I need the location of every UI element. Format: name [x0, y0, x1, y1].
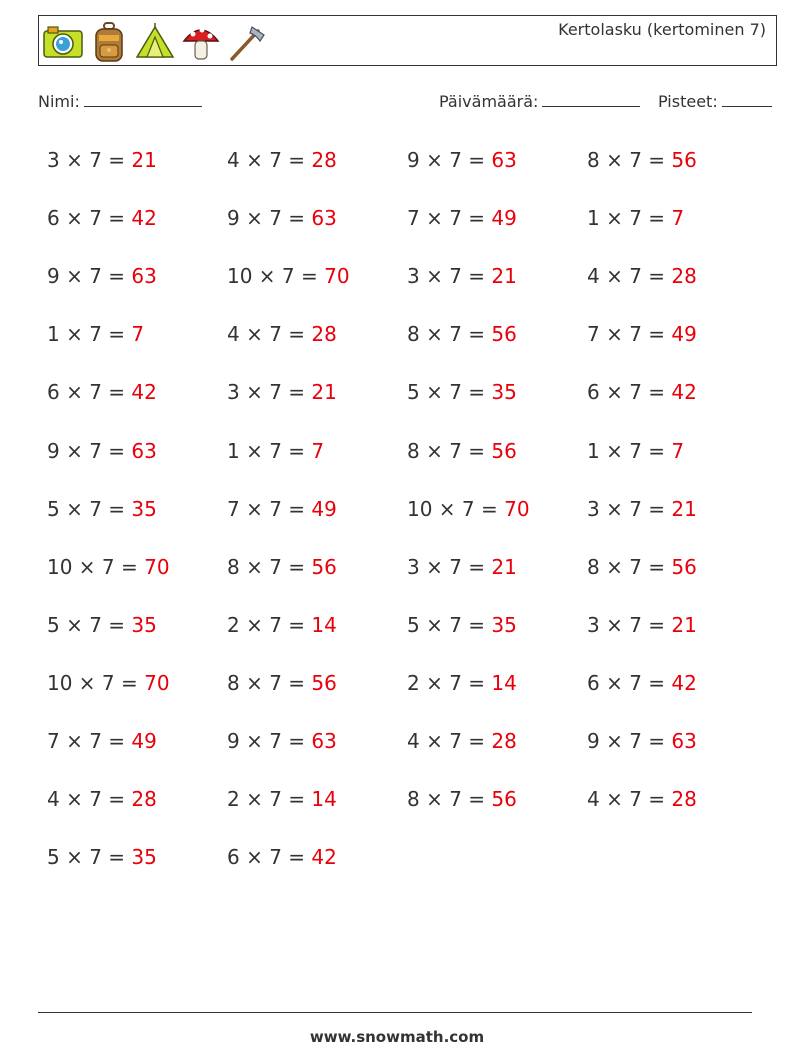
problem-answer: 70	[324, 264, 350, 288]
camera-icon	[42, 21, 84, 63]
problem-answer: 49	[671, 322, 697, 346]
name-blank	[84, 92, 202, 107]
problem-answer: 14	[311, 613, 337, 637]
tent-icon	[134, 21, 176, 63]
problem-item	[47, 206, 157, 230]
date-field	[439, 92, 640, 111]
problem-item	[407, 555, 517, 579]
problem-question: 9 × 7 =	[407, 148, 486, 172]
problem-item	[587, 206, 684, 230]
problem-answer: 35	[131, 497, 157, 521]
problem-question: 10 × 7 =	[47, 671, 138, 695]
problem-answer: 70	[144, 671, 170, 695]
problem-answer: 56	[311, 555, 337, 579]
problem-item	[227, 845, 337, 869]
date-blank	[542, 92, 640, 107]
problem-item	[227, 613, 337, 637]
backpack-icon	[88, 21, 130, 63]
problem-item	[587, 671, 697, 695]
problem-question: 8 × 7 =	[587, 555, 666, 579]
problem-item	[407, 497, 530, 521]
worksheet-header	[38, 15, 777, 66]
problem-question: 6 × 7 =	[587, 380, 666, 404]
problem-item	[587, 148, 697, 172]
problem-question: 3 × 7 =	[227, 380, 306, 404]
problem-item	[407, 613, 517, 637]
problem-item	[47, 439, 157, 463]
problem-answer: 35	[491, 613, 517, 637]
date-label: Päivämäärä:	[439, 92, 539, 111]
problem-question: 7 × 7 =	[47, 729, 126, 753]
problem-answer: 49	[131, 729, 157, 753]
problem-answer: 49	[311, 497, 337, 521]
problem-question: 2 × 7 =	[227, 613, 306, 637]
name-label: Nimi:	[38, 92, 80, 111]
problem-item	[227, 206, 337, 230]
problem-answer: 14	[311, 787, 337, 811]
problem-question: 3 × 7 =	[407, 264, 486, 288]
problem-answer: 42	[311, 845, 337, 869]
problem-item	[407, 439, 517, 463]
problem-answer: 21	[671, 497, 697, 521]
problem-question: 9 × 7 =	[47, 439, 126, 463]
problem-question: 10 × 7 =	[47, 555, 138, 579]
worksheet-title: Kertolasku (kertominen 7)	[558, 20, 766, 39]
problem-question: 8 × 7 =	[227, 555, 306, 579]
problem-answer: 28	[311, 322, 337, 346]
problem-item	[407, 206, 517, 230]
problem-answer: 56	[491, 322, 517, 346]
problem-answer: 42	[131, 380, 157, 404]
problem-question: 4 × 7 =	[47, 787, 126, 811]
problem-question: 1 × 7 =	[227, 439, 306, 463]
problem-question: 6 × 7 =	[47, 380, 126, 404]
name-field	[38, 92, 202, 111]
problem-item	[587, 787, 697, 811]
problem-question: 2 × 7 =	[227, 787, 306, 811]
problem-question: 7 × 7 =	[587, 322, 666, 346]
problem-question: 4 × 7 =	[587, 787, 666, 811]
problem-item	[227, 729, 337, 753]
problem-answer: 21	[491, 264, 517, 288]
problem-item	[407, 787, 517, 811]
problem-question: 3 × 7 =	[407, 555, 486, 579]
problem-question: 9 × 7 =	[587, 729, 666, 753]
problem-question: 7 × 7 =	[227, 497, 306, 521]
problem-item	[47, 845, 157, 869]
problem-item	[407, 148, 517, 172]
problem-answer: 63	[311, 729, 337, 753]
problem-answer: 56	[491, 439, 517, 463]
problem-item	[407, 264, 517, 288]
problem-answer: 28	[491, 729, 517, 753]
problem-answer: 49	[491, 206, 517, 230]
footer-url: www.snowmath.com	[309, 1028, 485, 1046]
problem-item	[587, 729, 697, 753]
problem-answer: 63	[131, 264, 157, 288]
score-field	[658, 92, 772, 111]
problem-answer: 63	[491, 148, 517, 172]
footer-divider	[38, 1012, 752, 1013]
problem-item	[47, 555, 170, 579]
problem-item	[587, 264, 697, 288]
problem-question: 4 × 7 =	[407, 729, 486, 753]
problem-question: 1 × 7 =	[47, 322, 126, 346]
problem-item	[47, 148, 157, 172]
problem-item	[227, 497, 337, 521]
problem-question: 9 × 7 =	[227, 729, 306, 753]
problem-answer: 63	[131, 439, 157, 463]
problem-question: 5 × 7 =	[407, 613, 486, 637]
problem-answer: 28	[671, 787, 697, 811]
problem-question: 1 × 7 =	[587, 206, 666, 230]
problem-question: 4 × 7 =	[227, 148, 306, 172]
problem-question: 6 × 7 =	[47, 206, 126, 230]
problem-item	[587, 380, 697, 404]
problem-answer: 28	[671, 264, 697, 288]
problem-item	[407, 322, 517, 346]
problem-item	[587, 497, 697, 521]
problem-question: 6 × 7 =	[587, 671, 666, 695]
problem-question: 10 × 7 =	[227, 264, 318, 288]
problem-answer: 35	[491, 380, 517, 404]
problem-answer: 14	[491, 671, 517, 695]
problem-answer: 63	[311, 206, 337, 230]
problem-question: 5 × 7 =	[407, 380, 486, 404]
problem-question: 8 × 7 =	[407, 322, 486, 346]
problem-answer: 42	[671, 671, 697, 695]
score-label: Pisteet:	[658, 92, 718, 111]
problem-item	[47, 613, 157, 637]
problem-question: 4 × 7 =	[227, 322, 306, 346]
problem-question: 9 × 7 =	[47, 264, 126, 288]
problem-question: 6 × 7 =	[227, 845, 306, 869]
problem-item	[47, 264, 157, 288]
problem-item	[47, 671, 170, 695]
problem-answer: 56	[671, 148, 697, 172]
problem-answer: 42	[671, 380, 697, 404]
problem-item	[587, 322, 697, 346]
problem-answer: 7	[131, 322, 145, 346]
problem-item	[407, 729, 517, 753]
header-icons	[42, 20, 268, 64]
problem-answer: 56	[671, 555, 697, 579]
problem-answer: 70	[504, 497, 530, 521]
problem-item	[227, 380, 337, 404]
problem-question: 1 × 7 =	[587, 439, 666, 463]
problem-question: 8 × 7 =	[407, 439, 486, 463]
problem-question: 5 × 7 =	[47, 497, 126, 521]
problem-item	[227, 322, 337, 346]
problem-item	[407, 671, 517, 695]
problem-item	[587, 613, 697, 637]
problem-item	[47, 787, 157, 811]
problem-item	[587, 555, 697, 579]
problem-item	[227, 148, 337, 172]
problem-answer: 7	[311, 439, 325, 463]
problem-answer: 7	[671, 439, 685, 463]
problem-question: 8 × 7 =	[227, 671, 306, 695]
problem-question: 4 × 7 =	[587, 264, 666, 288]
problem-answer: 7	[671, 206, 685, 230]
problem-answer: 56	[491, 787, 517, 811]
problem-question: 8 × 7 =	[407, 787, 486, 811]
problem-item	[227, 439, 324, 463]
problem-question: 8 × 7 =	[587, 148, 666, 172]
problem-answer: 21	[311, 380, 337, 404]
problem-question: 3 × 7 =	[47, 148, 126, 172]
mushroom-icon	[180, 21, 222, 63]
problem-item	[47, 322, 144, 346]
problem-item	[587, 439, 684, 463]
problem-item	[407, 380, 517, 404]
problem-answer: 21	[131, 148, 157, 172]
problem-answer: 70	[144, 555, 170, 579]
problem-answer: 21	[491, 555, 517, 579]
problem-answer: 28	[131, 787, 157, 811]
problem-question: 3 × 7 =	[587, 613, 666, 637]
problem-answer: 35	[131, 613, 157, 637]
problem-question: 9 × 7 =	[227, 206, 306, 230]
problem-answer: 42	[131, 206, 157, 230]
problem-question: 2 × 7 =	[407, 671, 486, 695]
problem-answer: 21	[671, 613, 697, 637]
problem-question: 10 × 7 =	[407, 497, 498, 521]
problem-answer: 56	[311, 671, 337, 695]
problem-answer: 28	[311, 148, 337, 172]
problem-item	[47, 729, 157, 753]
problem-item	[227, 787, 337, 811]
problem-answer: 35	[131, 845, 157, 869]
problem-item	[227, 264, 350, 288]
problem-question: 5 × 7 =	[47, 613, 126, 637]
score-blank	[722, 92, 772, 107]
axe-icon	[226, 21, 268, 63]
problem-answer: 63	[671, 729, 697, 753]
problem-item	[227, 555, 337, 579]
problem-item	[227, 671, 337, 695]
problem-question: 3 × 7 =	[587, 497, 666, 521]
problem-question: 7 × 7 =	[407, 206, 486, 230]
problem-question: 5 × 7 =	[47, 845, 126, 869]
problem-item	[47, 497, 157, 521]
problem-item	[47, 380, 157, 404]
